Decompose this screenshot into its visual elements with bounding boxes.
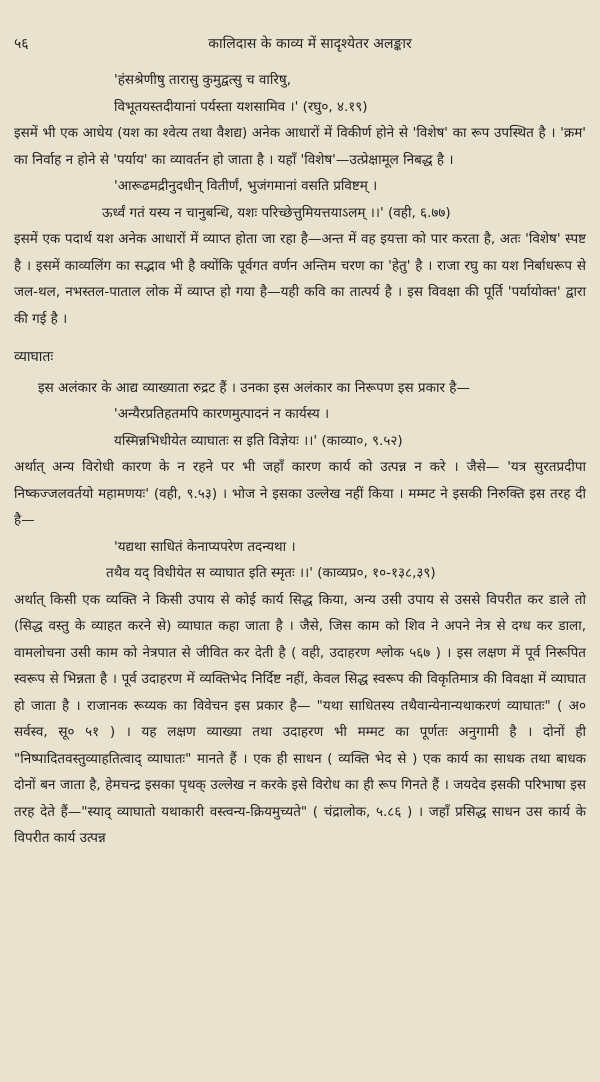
verse-block [14, 401, 586, 454]
verse-line: यस्मिन्नभिधीयेत व्याघातः स इति विज्ञेयः ।।' (काव्या०, ९.५२) [114, 432, 403, 449]
verse-block [14, 534, 586, 587]
section-heading: व्याघातः [14, 349, 54, 365]
verse-block [14, 67, 586, 120]
paragraph: इस अलंकार के आद्य व्याख्याता रुद्रट हैं । उनका इस अलंकार का निरूपण इस प्रकार है— [38, 379, 470, 396]
running-title: कालिदास के काव्य में सादृश्येतर अलङ्कार [208, 36, 412, 52]
verse-line: 'आरूढमद्रीनुदधीन् वितीर्णं, भुजंगमानां वसति प्रविष्टम् । [114, 178, 378, 194]
page-header [14, 34, 586, 53]
verse-line: विभूतयस्तदीयानां पर्यस्ता यशसामिव ।' (रघु०, ४.१९) [114, 98, 368, 115]
verse-line: 'हंसश्रेणीषु तारासु कुमुद्वत्सु च वारिषु, [114, 72, 292, 88]
page-number: ५६ [14, 36, 29, 52]
paragraph: अर्थात् अन्य विरोधी कारण के न रहने पर भी जहाँ कारण कार्य को उत्पन्न न करे । जैसे— 'यत्र सुरतप्रदीपा निष्कज्जलवर्तयो महामणयः' (वही, ९.५३) । भोज ने इसका उल्लेख नहीं किया । मम्मट ने इसकी निरुक्ति इस तरह दी है— [14, 459, 586, 528]
paragraph: इसमें भी एक आधेय (यश का श्वेत्य तथा वैशद्य) अनेक आधारों में विकीर्ण होने से 'विशेष' का रूप उपस्थित है । 'क्रम' का निर्वाह न होने से 'पर्याय' का व्यावर्तन हो जाता है । यहाँ 'विशेष'—उत्प्रेक्षामूल निबद्ध है । [14, 125, 586, 168]
verse-line: 'यद्यथा साधितं केनाप्यपरेण तदन्यथा । [114, 538, 296, 555]
paragraph: अर्थात् किसी एक व्यक्ति ने किसी उपाय से कोई कार्य सिद्ध किया, अन्य उसी उपाय से उससे विपरीत कर डाले तो (सिद्ध वस्तु के व्याहत करने से) व्याघात कहा जाता है । जैसे, जिस काम को शिव ने अपने नेत्र से दग्ध कर डाला, वामलोचना उसी काम को नेत्रपात से जीवित कर देती है ( वही, उदाहरण श्लोक ५६७ ) । इस लक्षण में पूर्व निरूपित स्वरूप से भिन्नता है । पूर्व उदाहरण में व्यक्तिभेद निर्दिष्ट नहीं, केवल सिद्ध स्वरूप की विकृतिमात्र की विवक्षा में व्याघात हो जाता है । राजानक रूय्यक का विवेचन इस प्रकार है— "यथा साधितस्य तथैवान्येनान्यथाकरणं व्याघातः" ( अ० सर्वस्व, सू० ५१ ) । यह लक्षण व्याख्या तथा उदाहरण भी मम्मट का पूर्णतः अनुगामी है । दोनों ही "निष्पादितवस्तुव्याहतित्वाद् व्याघातः" मानते हैं । एक ही साधन ( व्यक्ति भेद से ) एक कार्य का साधक तथा बाधक दोनों बन जाता है, हेमचन्द्र इसका पृथक् उल्लेख न करके इसे विरोध का ही रूप गिनते हैं । जयदेव इसकी परिभाषा इस तरह देते हैं—"स्याद् व्याघातो यथाकारी वस्त्वन्य-क्रियमुच्यते" ( चंद्रालोक, ५.८६ ) । जहाँ प्रसिद्ध साधन उस कार्य के विपरीत कार्य उत्पन्न [14, 591, 586, 846]
verse-line: ऊर्ध्वं गतं यस्य न चानुबन्धि, यशः परिच्छेत्तुमियत्तयाऽलम् ।।' (वही, ६.७७) [102, 204, 451, 221]
paragraph: इसमें एक पदार्थ यश अनेक आधारों में व्याप्त होता जा रहा है—अन्त में वह इयत्ता को पार करता है, अतः 'विशेष' स्पष्ट है । इसमें काव्यलिंग का सद्भाव भी है क्योंकि पूर्वगत वर्णन अन्तिम चरण का 'हेतु' है । राजा रघु का यश निर्बाधरूप से जल-थल, नभस्तल-पाताल लोक में व्याप्त हो गया है—यही कवि का तात्पर्य है । इस विवक्षा की पूर्ति 'पर्यायोक्त' द्वारा की गई है । [14, 231, 586, 327]
verse-line: तथैव यद् विधीयेत स व्याघात इति स्मृतः ।।' (काव्यप्र०, १०-१३८,३९) [106, 565, 436, 581]
verse-line: 'अन्यैरप्रतिहतमपि कारणमुत्पादनं न कार्यस्य । [114, 406, 330, 422]
verse-block [14, 173, 586, 226]
